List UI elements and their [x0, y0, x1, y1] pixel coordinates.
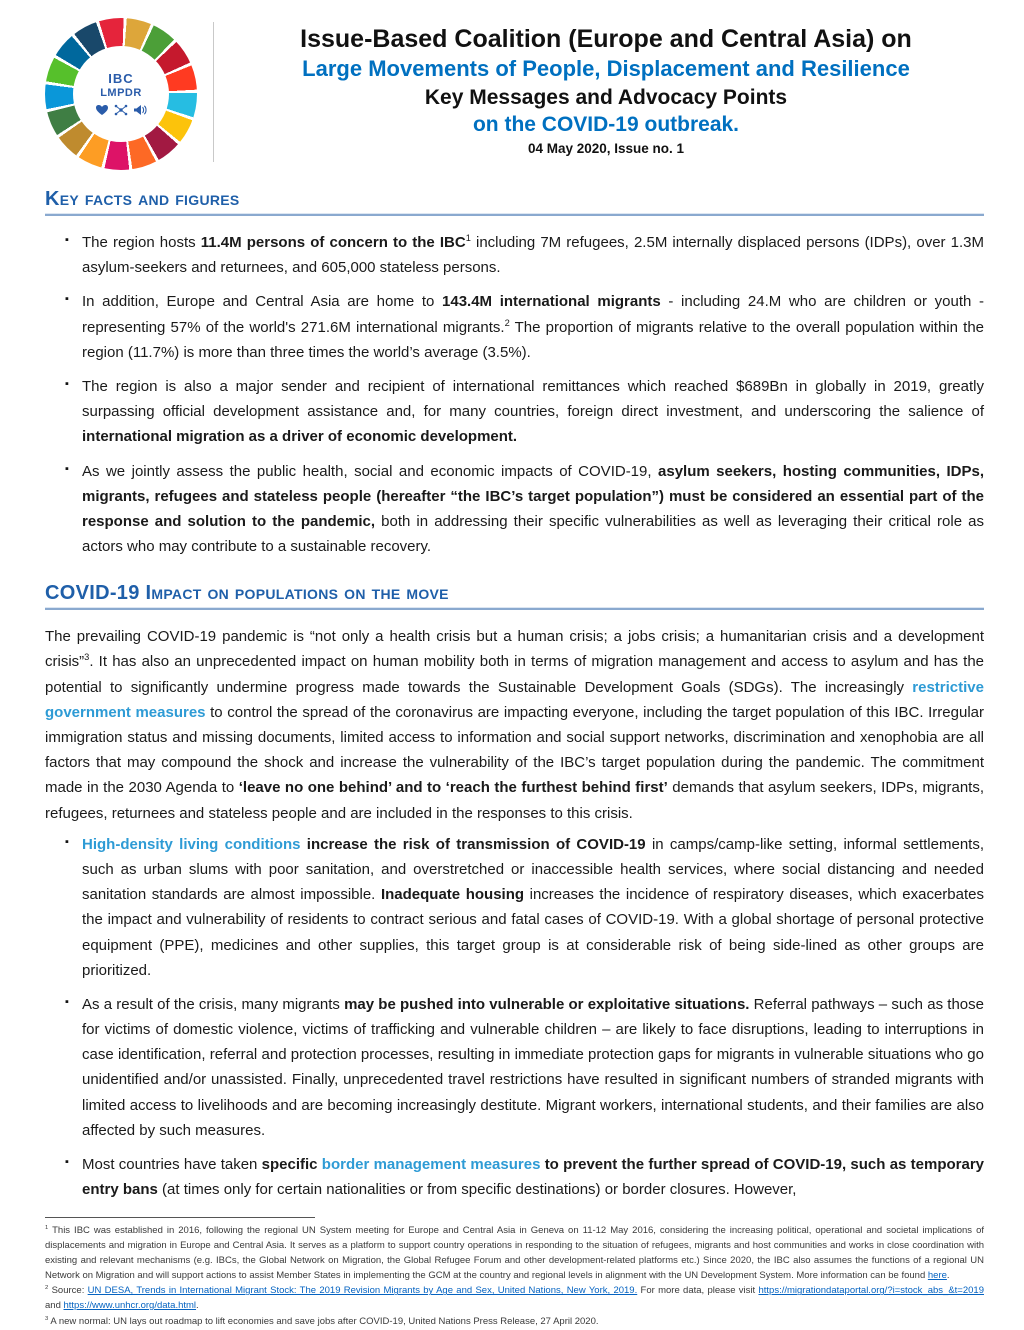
section-covid-impact [45, 582, 984, 1202]
text-segment: including 7M refugees, 2.5M internally displaced persons (IDPs), over 1.3M asylum-seekers and returnees, and 605,000 stateless persons. [82, 234, 984, 277]
key-facts-list [45, 230, 984, 559]
footnote-ref: 3 [84, 652, 90, 663]
text-segment: ‘leave no one behind’ and to ‘reach the furthest behind first’ [238, 779, 668, 797]
text-segment: Inadequate housing [380, 886, 525, 904]
heart-globe-icon [95, 104, 109, 116]
page-subtitle-coalition: Large Movements of People, Displacement and Resilience [302, 56, 910, 82]
text-segment: specific [261, 1156, 322, 1173]
key-facts-heading: Key facts and figures [45, 188, 984, 216]
text-segment: asylum seekers, hosting communities, IDPs, migrants, refugees and stateless people (hereafter “the IBC’s target population”) must be considered an essential part of the response and solution to the pandemic, [82, 462, 985, 530]
covid-impact-intro [45, 624, 984, 826]
logo-icon-row [95, 104, 148, 116]
section-gap [45, 568, 984, 582]
page-subtitle-messages: Key Messages and Advocacy Points [424, 85, 788, 109]
document-body [45, 188, 984, 1211]
footnote-ref: 1 [465, 233, 471, 243]
key-facts-bullet-1 [65, 230, 984, 280]
text-segment: to control the spread of the coronavirus are impacting everyone, including the target population of this IBC. Irregular immigration status and missing documents, limited access to information and social support networks, discrimination and xenophobia are all factors that may compound the shock and increase the vulnerability of the IBC’s target population during the pandemic. The commitment made in the 2030 Agenda to [45, 703, 984, 797]
text-segment: The proportion of migrants relative to the overall population within the region (11.7%) is more than three times the world’s average (3.5%). [82, 318, 984, 361]
text-segment: in camps/camp-like setting, informal settlements, such as urban slums with poor sanitation, and overstretched or inaccessible health services, where social distancing and needed sanitation standards are almost impossible. [82, 835, 984, 904]
footnote-separator [45, 1217, 315, 1218]
footnote-ref: 2 [45, 1285, 49, 1292]
page-subtitle-outbreak: on the COVID-19 outbreak. [472, 113, 740, 137]
text-segment: Source: [48, 1285, 88, 1297]
section-key-facts [45, 188, 984, 559]
text-segment: As we jointly assess the public health, social and economic impacts of COVID-19, [82, 462, 659, 480]
covid-impact-list [45, 832, 984, 1203]
inline-link[interactable]: here [927, 1269, 947, 1281]
text-segment: to prevent the further spread of COVID-19, such as temporary entry bans [82, 1156, 985, 1199]
megaphone-icon [133, 104, 148, 116]
title-block [228, 18, 984, 156]
inline-link[interactable]: https://migrationdataportal.org/?i=stock_abs_&t=2019 [758, 1285, 984, 1297]
text-segment: Most countries have taken [82, 1156, 262, 1173]
text-segment: . It has also an unprecedented impact on human mobility both in terms of migration management and access to asylum and has the potential to significantly undermine progress made towards the Sustainable Development Goals (SDGs). The increasingly [45, 653, 984, 696]
header-divider [213, 22, 214, 162]
text-segment: increases the incidence of respiratory diseases, which exacerbates the impact and vulnerability of residents to contract serious and fatal cases of COVID-19. With a global shortage of personal protective equipment (PPE), medicines and other supplies, this target group is at considerable risk of being side-lined as other groups are prioritized. [82, 886, 984, 979]
text-segment: . [946, 1269, 950, 1281]
footnote-ref: 2 [504, 317, 510, 328]
logo-acronym: IBC [108, 71, 134, 87]
key-facts-bullet-2 [65, 289, 984, 365]
footnote-ref: 3 [45, 1315, 49, 1322]
text-segment: The region is also a major sender and recipient of international remittances which reached $689Bn in globally in 2019, greatly surpassing official development assistance and, for many countries, foreign direct investment, and underscoring the salience of [82, 377, 984, 421]
network-icon [114, 104, 128, 116]
text-segment: both in addressing their specific vulnerabilities as well as leveraging their critical role as actors who may contribute to a sustainable recovery. [82, 512, 984, 556]
text-segment: 11.4M persons of concern to the IBC [200, 234, 466, 251]
logo-center-text [45, 18, 197, 170]
text-segment: As a result of the crisis, many migrants [82, 995, 345, 1013]
text-segment: . [196, 1299, 199, 1311]
inline-link[interactable]: https://www.unhcr.org/data.html [63, 1299, 197, 1311]
text-segment: This IBC was established in 2016, following the regional UN System meeting for Europe and Central Asia in Geneva on 11-12 May 2016, considering the increasing political, operational and societal implications of displacements and migration in Europe and Central Asia. It serves as a platform to support country operations in responding to the situation of refugees, migrants and host communities and works in close coordination with existing and relevant mechanisms (e.g. IBCs, the Global Network on Migration, the Global Refugee Forum and other development-related platforms etc.) Since 2020, the IBC also assumes the functions of a regional UN Network on Migration and will support actions to assist Member States in implementing the GCM at the country and regional levels in alignment with the UN Development System. More information can be found [45, 1225, 984, 1281]
text-segment: For more data, please visit [637, 1285, 759, 1297]
text-segment: border management measures [321, 1156, 541, 1173]
text-segment: international migration as a driver of economic development. [82, 428, 518, 446]
text-segment: High-density living conditions [82, 835, 301, 853]
footnote-2 [45, 1284, 984, 1313]
text-segment: restrictive government measures [45, 678, 984, 721]
inline-link[interactable]: UN DESA, Trends in International Migrant Stock: The 2019 Revision Migrants by Age and Sex, United Nations, New York, 2019. [87, 1285, 638, 1297]
footnote-3 [45, 1315, 984, 1330]
text-segment: (at times only for certain nationalities or from specific destinations) or border closures. However, [157, 1181, 797, 1199]
covid-impact-bullet-3 [65, 1152, 984, 1202]
text-segment: demands that asylum seekers, IDPs, migrants, refugees, returnees and stateless people and are included in the responses to this crisis. [45, 779, 985, 822]
text-segment: The region hosts [82, 234, 201, 251]
text-segment: may be pushed into vulnerable or exploitative situations. [344, 995, 750, 1013]
text-segment: A new normal: UN lays out roadmap to lift economies and save jobs after COVID-19, United Nations Press Release, 27 April 2020. [48, 1315, 599, 1327]
page-title: Issue-Based Coalition (Europe and Central Asia) on [300, 25, 912, 53]
text-segment: The prevailing COVID-19 pandemic is “not only a health crisis but a human crisis; a jobs crisis; a humanitarian crisis and a development crisis” [45, 628, 984, 671]
covid-impact-bullet-2 [65, 992, 984, 1143]
key-facts-bullet-3 [65, 374, 984, 450]
text-segment: increase the risk of transmission of COVID-19 [300, 835, 646, 853]
text-segment: 143.4M international migrants [442, 293, 661, 311]
text-segment: Referral pathways – such as those for victims of domestic violence, victims of trafficking and vulnerable children – are likely to face disruptions, leading to interruptions in case identification, referral and protection processes, resulting in immediate protection gaps for migrants in vulnerable situations who go unidentified and/or unassisted. Finally, unprecedented travel restrictions have resulted in significant numbers of stranded migrants with limited access to livelihoods and are becoming increasingly destitute. Migrant workers, international students, and their families are also affected by such measures. [82, 995, 984, 1139]
footnote-1 [45, 1224, 984, 1283]
footnote-ref: 1 [45, 1225, 49, 1232]
document-header [45, 18, 984, 170]
key-facts-bullet-4 [65, 459, 984, 560]
text-segment: and [45, 1299, 64, 1311]
logo-subacronym: LMPDR [100, 87, 142, 100]
text-segment: In addition, Europe and Central Asia are home to [82, 293, 443, 311]
footnotes-area [45, 1211, 984, 1330]
covid-impact-heading: COVID-19 Impact on populations on the move [45, 582, 984, 610]
covid-impact-bullet-1 [65, 832, 984, 983]
text-segment: - including 24.M who are children or youth - representing 57% of the world's 271.6M international migrants. [82, 293, 985, 336]
issue-date: 04 May 2020, Issue no. 1 [527, 141, 685, 157]
ibc-sdg-logo [45, 18, 197, 170]
